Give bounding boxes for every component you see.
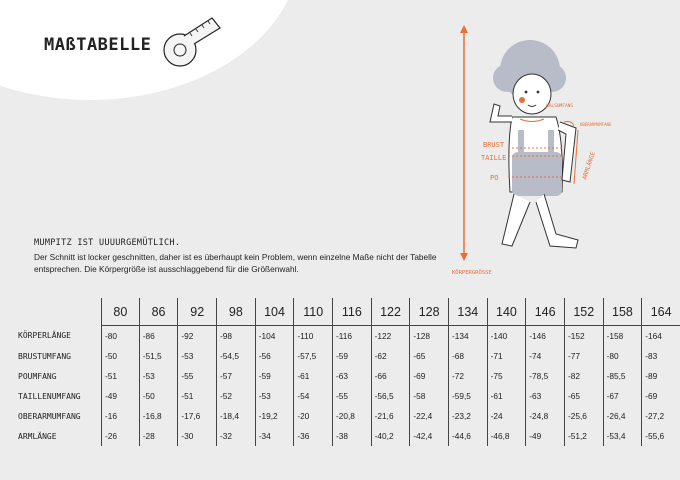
size-header: 80 [101,298,139,326]
table-cell: -80 [603,346,642,366]
intro-block [34,238,454,275]
label-po: PO [490,174,499,182]
intro-title: MUMPITZ IST UUUURGEMÜTLICH. [34,238,181,248]
table-cell: -51,2 [564,426,603,446]
table-cell: -78,5 [526,366,565,386]
table-cell: -26 [101,426,139,446]
size-header: 98 [217,298,256,326]
table-cell: -52 [217,386,256,406]
table-cell: -146 [526,326,565,347]
table-cell: -69 [410,366,449,386]
table-cell: -16 [101,406,139,426]
table-cell: -25,6 [564,406,603,426]
table-cell: -75 [487,366,526,386]
size-header: 128 [410,298,449,326]
size-header: 110 [294,298,333,326]
table-cell: -63 [526,386,565,406]
table-cell: -57,5 [294,346,333,366]
table-cell: -69 [642,386,680,406]
table-cell: -40,2 [371,426,410,446]
table-cell: -122 [371,326,410,347]
table-cell: -61 [487,386,526,406]
label-halsumfang: HALSUMFANG [546,104,574,109]
table-cell: -85,5 [603,366,642,386]
table-cell: -54 [294,386,333,406]
table-cell: -59 [255,366,294,386]
table-cell: -66 [371,366,410,386]
row-label: KÖRPERLÄNGE [18,331,71,341]
table-cell: -72 [448,366,487,386]
measuring-tape-icon [160,12,230,72]
table-cell: -86 [139,326,178,347]
row-label: POUMFANG [18,371,57,381]
table-cell: -18,4 [217,406,256,426]
table-cell: -51 [101,366,139,386]
table-cell: -27,2 [642,406,680,426]
table-cell: -53 [178,346,217,366]
table-cell: -77 [564,346,603,366]
table-cell: -30 [178,426,217,446]
table-cell: -49 [526,426,565,446]
size-header: 146 [526,298,565,326]
table-cell: -71 [487,346,526,366]
table-cell: -56 [255,346,294,366]
table-cell: -110 [294,326,333,347]
table-cell: -34 [255,426,294,446]
table-cell: -53 [255,386,294,406]
table-cell: -21,6 [371,406,410,426]
table-cell: -83 [642,346,680,366]
child-measurement-illustration [452,22,622,282]
table-row [16,326,680,347]
table-cell: -104 [255,326,294,347]
table-cell: -67 [603,386,642,406]
table-cell: -140 [487,326,526,347]
page-title: MAßTABELLE [44,35,152,55]
table-cell: -20,8 [333,406,372,426]
table-cell: -134 [448,326,487,347]
table-cell: -55,6 [642,426,680,446]
table-cell: -55 [333,386,372,406]
table-cell: -80 [101,326,139,347]
size-header: 122 [371,298,410,326]
table-cell: -61 [294,366,333,386]
table-cell: -128 [410,326,449,347]
header-blank [16,298,101,326]
label-oberarmumfang: OBERARMUMFANG [580,122,612,127]
table-row [16,366,680,386]
table-cell: -23,2 [448,406,487,426]
table-cell: -68 [448,346,487,366]
label-taille: TAILLE [481,154,507,162]
table-cell: -56,5 [371,386,410,406]
table-cell: -53 [139,366,178,386]
table-cell: -50 [139,386,178,406]
intro-text: Der Schnitt ist locker geschnitten, daher ist es überhaupt kein Problem, wenn einzelne Maße nicht der Tabelle entsprechen. Die Körpergröße ist ausschlaggebend für die Größenwahl. [34,252,437,274]
size-header: 134 [448,298,487,326]
table-cell: -28 [139,426,178,446]
table-cell: -22,4 [410,406,449,426]
row-label: BRUSTUMFANG [18,351,71,361]
table-cell: -59 [333,346,372,366]
table-row [16,386,680,406]
table-cell: -74 [526,346,565,366]
table-cell: -92 [178,326,217,347]
table-cell: -82 [564,366,603,386]
row-label: ARMLÄNGE [18,431,57,441]
table-cell: -57 [217,366,256,386]
table-cell: -116 [333,326,372,347]
size-table [16,298,680,446]
table-cell: -164 [642,326,680,347]
table-cell: -50 [101,346,139,366]
label-armlaenge: ARMLÄNGE [581,150,597,181]
table-cell: -62 [371,346,410,366]
table-cell: -54,5 [217,346,256,366]
label-brust: BRUST [483,141,505,149]
table-cell: -58 [410,386,449,406]
size-header: 116 [333,298,372,326]
row-label: TAILLENUMFANG [18,391,81,401]
table-cell: -65 [410,346,449,366]
size-header: 104 [255,298,294,326]
table-cell: -42,4 [410,426,449,446]
table-row [16,346,680,366]
size-header: 158 [603,298,642,326]
table-cell: -89 [642,366,680,386]
size-header: 92 [178,298,217,326]
table-cell: -65 [564,386,603,406]
table-cell: -51 [178,386,217,406]
table-row [16,406,680,426]
table-cell: -19,2 [255,406,294,426]
table-cell: -59,5 [448,386,487,406]
label-koerpergroesse: KÖRPERGRÖSSE [452,270,492,276]
table-cell: -26,4 [603,406,642,426]
table-cell: -152 [564,326,603,347]
table-cell: -49 [101,386,139,406]
table-cell: -24 [487,406,526,426]
table-cell: -36 [294,426,333,446]
table-cell: -55 [178,366,217,386]
size-header: 86 [139,298,178,326]
table-cell: -63 [333,366,372,386]
size-header: 164 [642,298,680,326]
table-cell: -53,4 [603,426,642,446]
table-cell: -32 [217,426,256,446]
row-label: OBERARMUMFANG [18,411,81,421]
table-row [16,426,680,446]
table-cell: -44,6 [448,426,487,446]
table-cell: -51,5 [139,346,178,366]
table-cell: -38 [333,426,372,446]
table-cell: -24,8 [526,406,565,426]
size-header: 152 [564,298,603,326]
table-cell: -158 [603,326,642,347]
table-cell: -20 [294,406,333,426]
table-cell: -98 [217,326,256,347]
size-header: 140 [487,298,526,326]
table-cell: -16,8 [139,406,178,426]
table-cell: -17,6 [178,406,217,426]
table-cell: -46,8 [487,426,526,446]
